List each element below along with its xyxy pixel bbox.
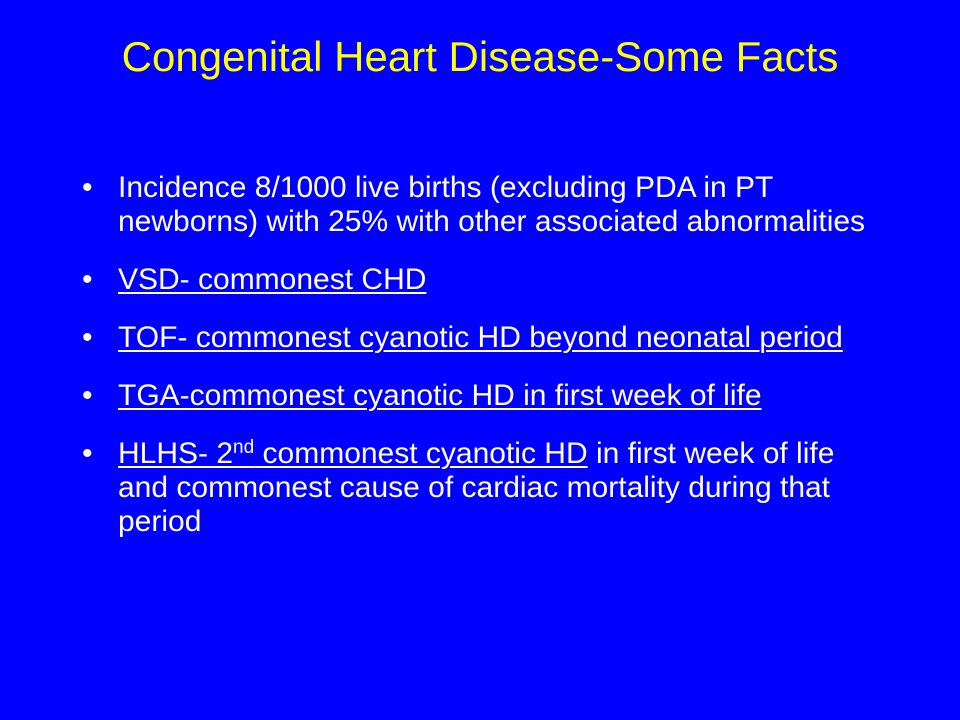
bullet-text: VSD- commonest CHD	[118, 263, 427, 296]
hlhs-prefix: HLHS- 2	[118, 437, 234, 470]
bullet-text: Incidence 8/1000 live births (excluding PDA in PT newborns) with 25% with other associated abnormalities	[118, 171, 866, 238]
bullet-dot-icon: •	[82, 263, 93, 296]
bullet-dot-icon: •	[82, 379, 93, 412]
hlhs-underlined-rest: commonest cyanotic HD	[254, 437, 588, 470]
ordinal-superscript: nd	[233, 437, 255, 458]
slide-title: Congenital Heart Disease-Some Facts	[121, 33, 839, 80]
bullet-text: TOF- commonest cyanotic HD beyond neonatal period	[118, 321, 843, 354]
bullet-item-vsd	[80, 263, 870, 297]
bullet-text: TGA-commonest cyanotic HD in first week of life	[118, 379, 762, 412]
bullet-dot-icon: •	[82, 321, 93, 354]
bullet-dot-icon: •	[82, 171, 93, 204]
bullet-item-tga	[80, 379, 870, 413]
bullet-text-underlined	[118, 437, 588, 470]
bullet-item-incidence	[80, 171, 870, 239]
bullet-text-rest: in first week of life and commonest cause of cardiac mortality during that period	[118, 437, 835, 538]
bullet-list	[80, 171, 870, 563]
bullet-dot-icon: •	[82, 437, 93, 470]
bullet-item-hlhs	[80, 437, 870, 539]
bullet-item-tof	[80, 321, 870, 355]
